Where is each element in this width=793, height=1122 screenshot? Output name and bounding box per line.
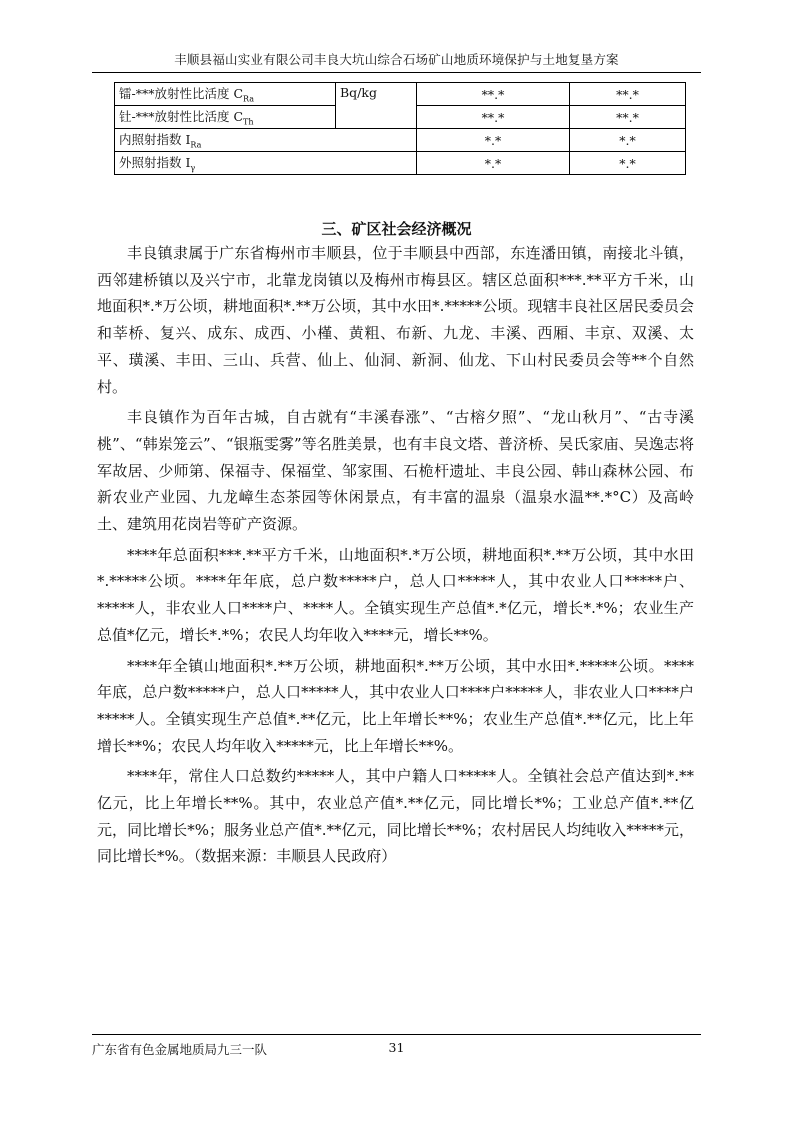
table-cell-value: *.* <box>417 129 570 152</box>
table-cell-label: 内照射指数 $I_{Ra}$ <box>115 129 417 152</box>
page-header: 丰顺县福山实业有限公司丰良大坑山综合石场矿山地质环境保护与土地复垦方案 <box>174 52 619 67</box>
body-text <box>97 240 694 874</box>
paragraph: 丰良镇隶属于广东省梅州市丰顺县，位于丰顺县中西部，东连潘田镇，南接北斗镇，西邻建桥镇以及兴宁市，北靠龙岗镇以及梅州市梅县区。辖区总面积***.**平方千米，山地面积*.*万公顷，耕地面积*.**万公顷，其中水田*.*****公顷。现辖丰良社区居民委员会和莘桥、复兴、成东、成西、小槿、黄粗、布新、九龙、丰溪、西厢、丰京、双溪、太平、璜溪、丰田、三山、兵营、仙上、仙洞、新洞、仙龙、下山村民委员会等**个自然村。 <box>97 244 694 396</box>
footer-divider <box>92 1034 701 1035</box>
paragraph: ****年总面积***.**平方千米，山地面积*.*万公顷，耕地面积*.**万公顷，其中水田*.*****公顷。****年年底，总户数*****户，总人口*****人，其中农业人口*****户、*****人，非农业人口****户、****人。全镇实现生产总值*.*亿元，增长*.*%；农业生产总值*亿元，增长*.*%；农民人均年收入****元，增长**%。 <box>97 545 694 644</box>
table-cell-value: *.* <box>417 152 570 175</box>
table-cell-unit: Bq/kg <box>336 83 417 129</box>
table-cell-value: **.* <box>417 106 570 129</box>
table-row <box>115 152 686 175</box>
table-row <box>115 83 686 106</box>
table-cell-value: **.* <box>570 106 686 129</box>
table-cell-label: 钍-***放射性比活度 $C_{Th}$ <box>115 106 336 129</box>
paragraph: 丰良镇作为百年古城，自古就有“丰溪春涨”、“古榕夕照”、“龙山秋月”、“古寺溪桃”、“韩岽笼云”、“银瓶雯雾”等名胜美景，也有丰良文塔、普济桥、吴氏家庙、吴逸志将军故居、少师第、保福寺、保福堂、邹家围、石桅杆遗址、丰良公园、韩山森林公园、布新农业产业园、九龙嶂生态茶园等休闲景点，有丰富的温泉（温泉水温**.*°C）及高岭土、建筑用花岗岩等矿产资源。 <box>97 408 694 534</box>
section-title: 三、矿区社会经济概况 <box>321 220 472 238</box>
table-row <box>115 129 686 152</box>
header-divider <box>92 72 701 73</box>
table-cell-value: **.* <box>570 83 686 106</box>
table-cell-value: *.* <box>570 129 686 152</box>
page-number: 31 <box>388 1040 405 1055</box>
table-cell-label: 镭-***放射性比活度 $C_{Ra}$ <box>115 83 336 106</box>
radioactivity-table <box>114 82 686 175</box>
paragraph: ****年，常住人口总数约*****人，其中户籍人口*****人。全镇社会总产值达到*.**亿元，比上年增长**%。其中，农业总产值*.**亿元，同比增长*%；工业总产值*.**亿元，同比增长*%；服务业总产值*.**亿元，同比增长**%；农村居民人均纯收入*****元，同比增长*%。（数据来源：丰顺县人民政府） <box>97 767 694 866</box>
paragraph: ****年全镇山地面积*.**万公顷，耕地面积*.**万公顷，其中水田*.*****公顷。****年底，总户数*****户，总人口*****人，其中农业人口****户*****人，非农业人口****户*****人。全镇实现生产总值*.**亿元，比上年增长**%；农业生产总值*.**亿元，比上年增长**%；农民人均年收入*****元，比上年增长**%。 <box>97 656 694 755</box>
footer-organization: 广东省有色金属地质局九三一队 <box>92 1042 268 1057</box>
table-cell-label: 外照射指数 $I_\gamma$ <box>115 152 417 175</box>
table-cell-value: *.* <box>570 152 686 175</box>
table-cell-value: **.* <box>417 83 570 106</box>
